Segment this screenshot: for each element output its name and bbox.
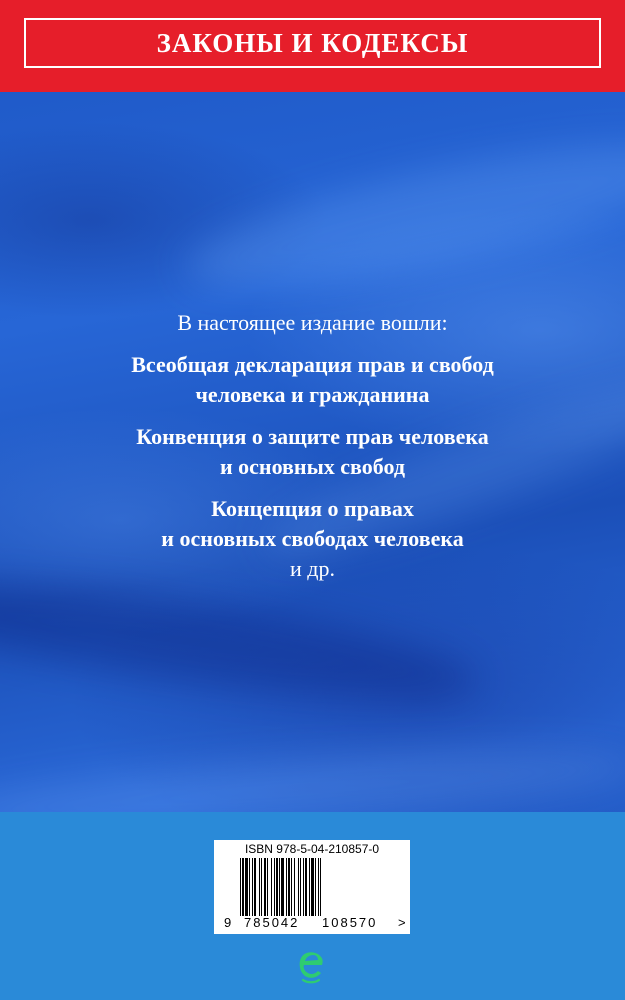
barcode-bar [281,858,284,916]
barcode-bar [240,858,241,916]
barcode-digit-first: 9 [224,915,232,930]
document-title [20,422,605,482]
barcode-bar [245,858,248,916]
series-banner-frame [24,18,601,68]
barcode-bar [276,858,278,916]
document-title-line: и основных свобод [219,454,405,479]
barcode-bar [318,858,319,916]
barcode-bar [311,858,314,916]
barcode-bar [242,858,244,916]
eksmo-logo-icon [297,948,325,984]
barcode-digits-left: 785042 [244,915,300,930]
document-title-line: человека и гражданина [195,382,430,407]
barcode-bars [240,858,398,916]
barcode-bar [274,858,275,916]
contents-etc: и др. [290,556,335,581]
fabric-fold-highlight [176,117,625,313]
barcode-bar [320,858,321,916]
barcode-bar [254,858,256,916]
isbn-barcode [214,840,410,934]
barcode-bar [259,858,260,916]
document-title-line: Всеобщая декларация прав и свобод [131,352,494,377]
barcode-bar [267,858,268,916]
contents-description [20,308,605,584]
series-title: ЗАКОНЫ И КОДЕКСЫ [156,27,469,58]
barcode-bar [315,858,316,916]
document-title [20,350,605,410]
document-title-line: Конвенция о защите прав человека [136,424,489,449]
barcode-bar [291,858,292,916]
isbn-label: ISBN 978-5-04-210857-0 [244,842,380,856]
document-title [20,494,605,554]
barcode-bar [252,858,253,916]
document-title-line: и основных свободах человека [161,526,464,551]
barcode-bar [279,858,280,916]
barcode-bar [294,858,295,916]
barcode-bar [261,858,262,916]
barcode-bar [309,858,310,916]
contents-intro: В настоящее издание вошли: [177,310,448,335]
barcode-bar [303,858,304,916]
barcode-bar [288,858,290,916]
barcode-bar [298,858,299,916]
barcode-bar [271,858,272,916]
barcode-arrow: > [398,915,406,930]
barcode-bar [249,858,250,916]
barcode-bar [264,858,266,916]
barcode-digits-right: 108570 [322,915,378,930]
series-banner [0,0,625,92]
document-title-line: Концепция о правах [211,496,414,521]
barcode-bar [286,858,287,916]
barcode-bar [300,858,301,916]
barcode-bar [305,858,307,916]
